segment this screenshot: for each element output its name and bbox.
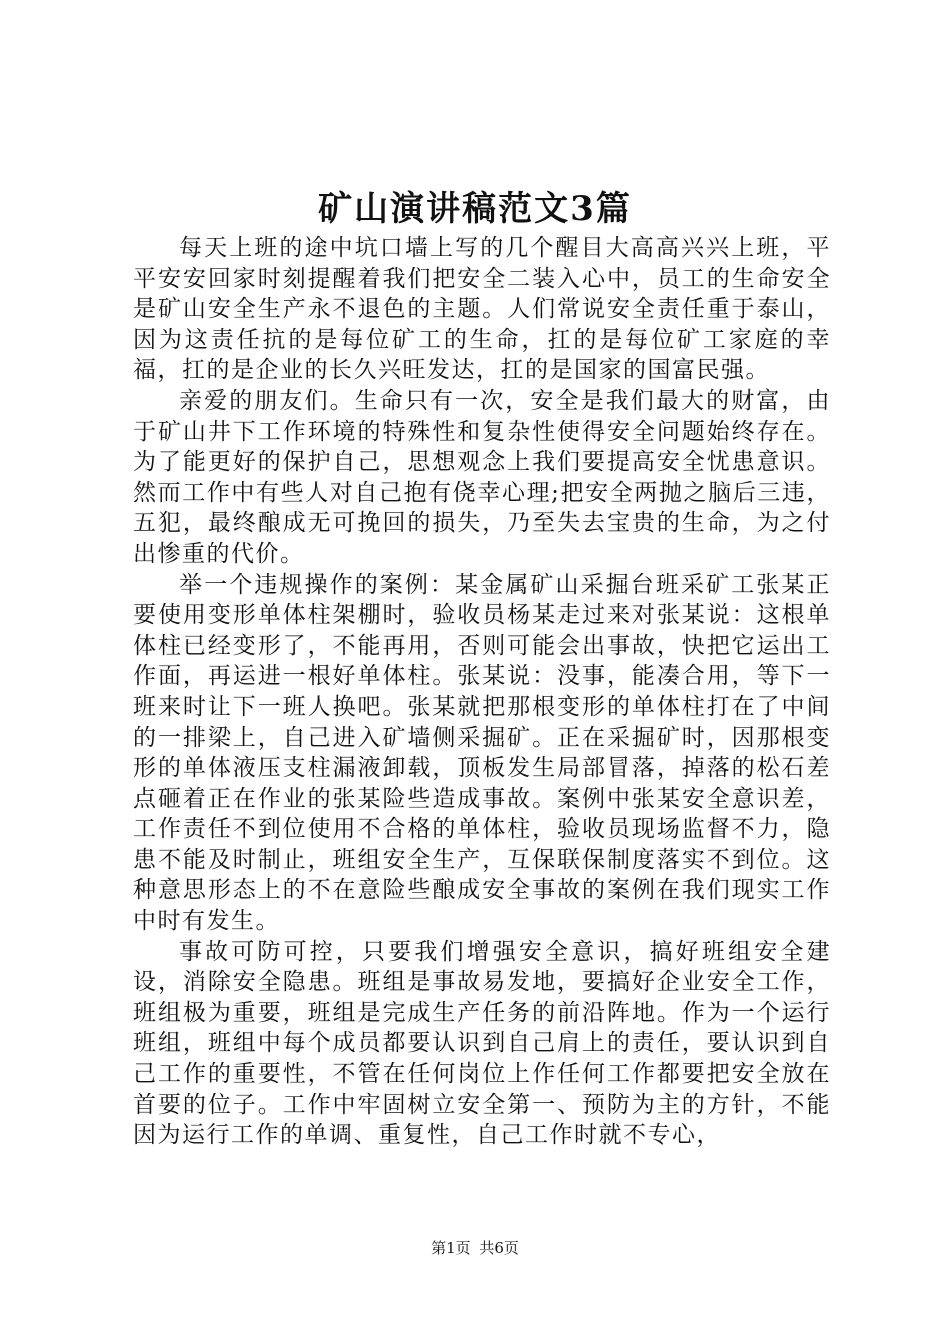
paragraph: 事故可防可控，只要我们增强安全意识，搞好班组安全建设，消除安全隐患。班组是事故易发地，要搞好企业安全工作，班组极为重要，班组是完成生产任务的前沿阵地。作为一个运行班组，班组中每个成员都要认识到自己肩上的责任，要认识到自己工作的重要性，不管在任何岗位上作任何工作都要把安全放在首要的位子。工作中牢固树立安全第一、预防为主的方针，不能因为运行工作的单调、重复性，自己工作时就不专心， (133, 938, 831, 1149)
page-number-total: 共6页 (479, 1239, 519, 1257)
paragraph: 每天上班的途中坑口墙上写的几个醒目大高高兴兴上班，平平安安回家时刻提醒着我们把安全二装入心中，员工的生命安全是矿山安全生产永不退色的主题。人们常说安全责任重于泰山，因为这责任抗的是每位矿工的生命，扛的是每位矿工家庭的幸福，扛的是企业的长久兴旺发达，扛的是国家的国富民强。 (133, 235, 831, 384)
page-footer (0, 1238, 950, 1258)
document-body (133, 233, 831, 1151)
document-title: 矿山演讲稿范文3篇 (318, 189, 632, 229)
paragraph: 举一个违规操作的案例：某金属矿山采掘台班采矿工张某正要使用变形单体柱架棚时，验收员杨某走过来对张某说：这根单体柱已经变形了，不能再用，否则可能会出事故，快把它运出工作面，再运进一根好单体柱。张某说：没事，能凑合用，等下一班来时让下一班人换吧。张某就把那根变形的单体柱打在了中间的一排梁上，自己进入矿墙侧采掘矿。正在采掘矿时，因那根变形的单体液压支柱漏液卸载，顶板发生局部冒落，掉落的松石差点砸着正在作业的张某险些造成事故。案例中张某安全意识差，工作责任不到位使用不合格的单体柱，验收员现场监督不力，隐患不能及时制止，班组安全生产，互保联保制度落实不到位。这种意思形态上的不在意险些酿成安全事故的案例在我们现实工作中时有发生。 (133, 571, 831, 935)
page-number-current: 第1页 (431, 1239, 471, 1257)
paragraph: 亲爱的朋友们。生命只有一次，安全是我们最大的财富，由于矿山井下工作环境的特殊性和复杂性使得安全问题始终存在。为了能更好的保护自己，思想观念上我们要提高安全忧患意识。然而工作中有些人对自己抱有侥幸心理;把安全两抛之脑后三违，五犯，最终酿成无可挽回的损失，乃至失去宝贵的生命，为之付出惨重的代价。 (133, 387, 831, 567)
